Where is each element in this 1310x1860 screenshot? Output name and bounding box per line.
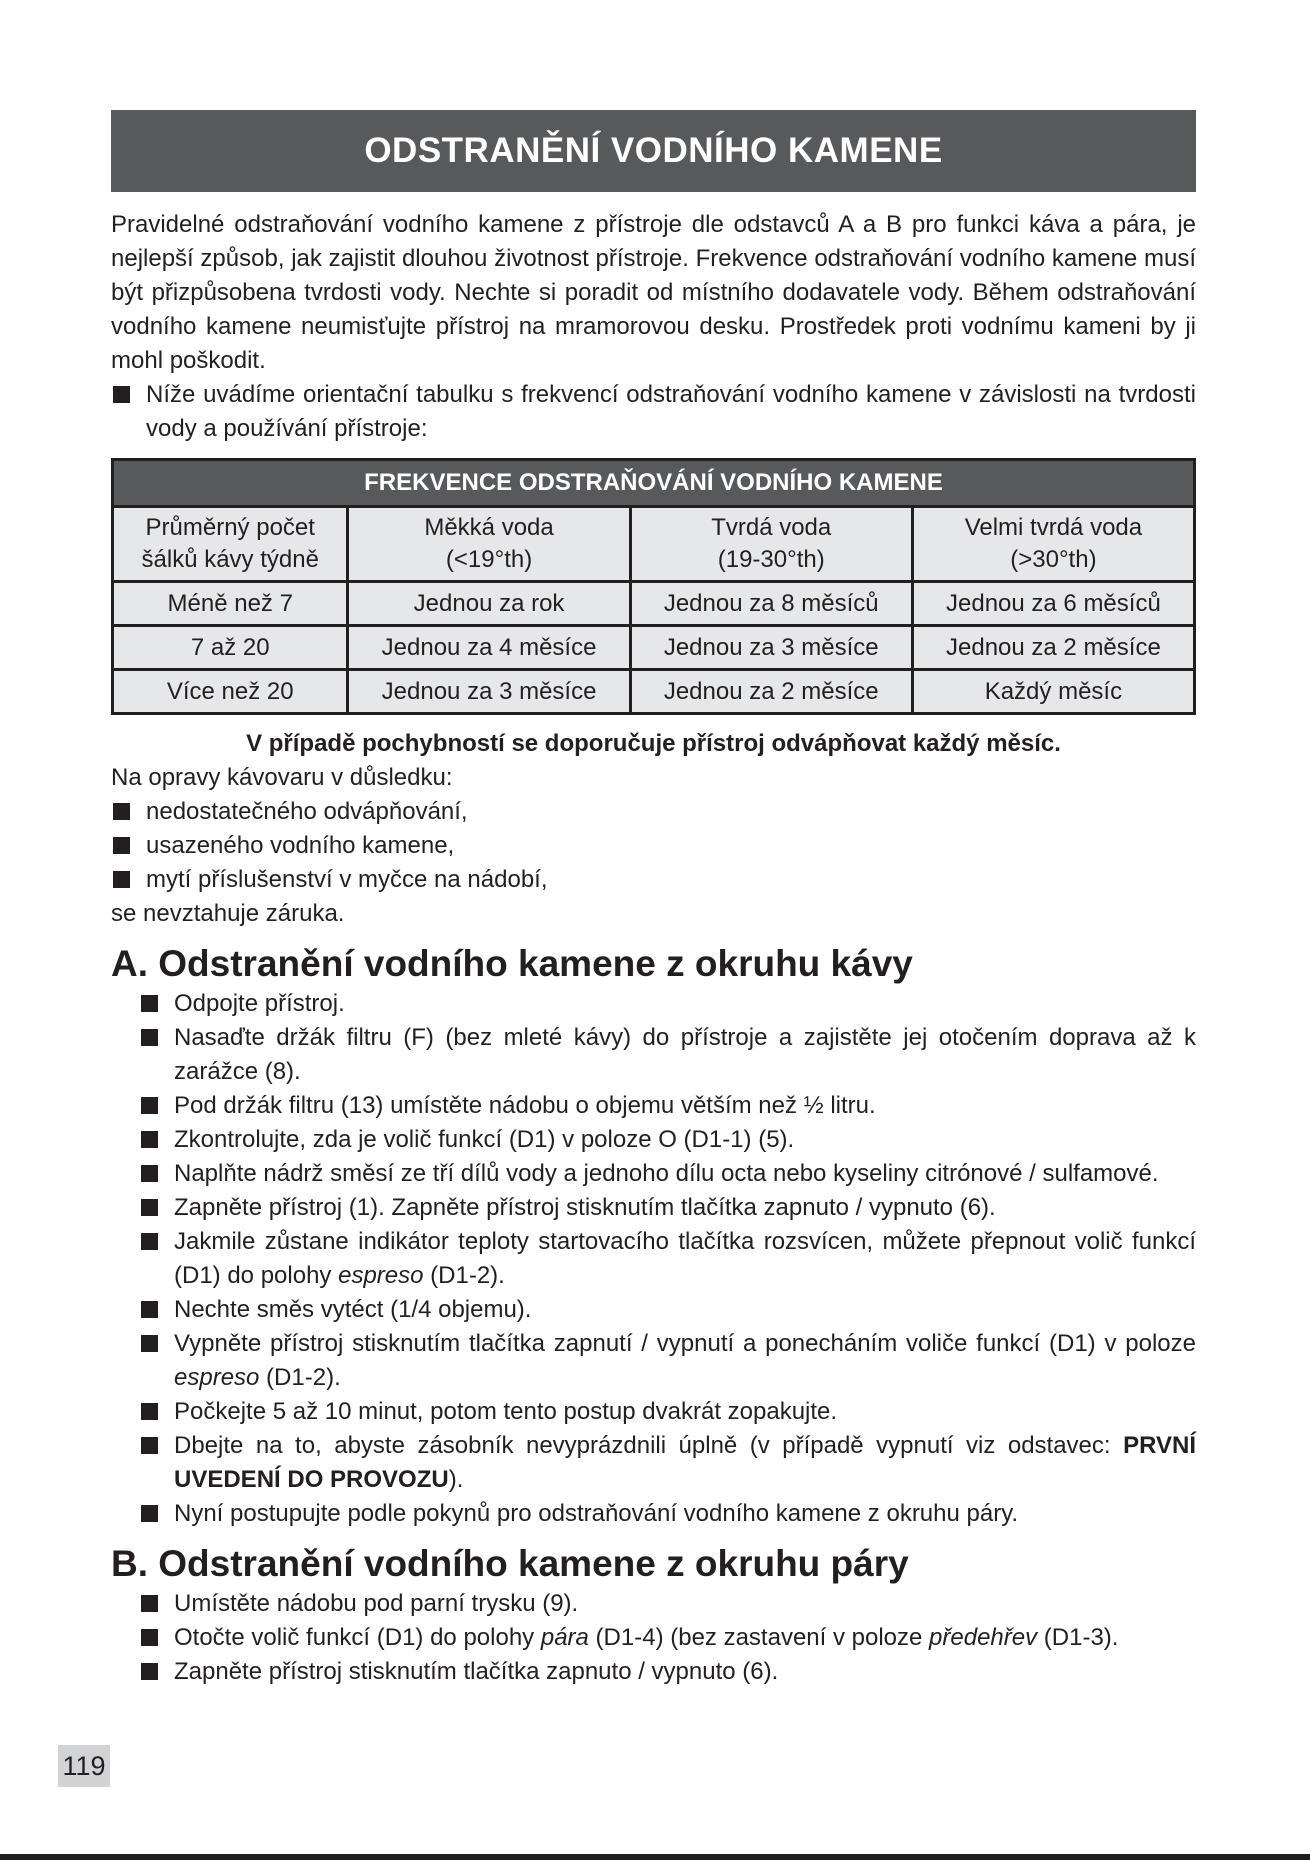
- table-cell: Jednou za rok: [348, 582, 630, 626]
- list-item: Naplňte nádrž směsí ze tří dílů vody a jednoho dílu octa nebo kyseliny citrónové / sulfamové.: [139, 1157, 1196, 1191]
- bullet-square-icon: [141, 1233, 158, 1250]
- bullet-square-icon: [141, 1403, 158, 1420]
- intro-paragraph: Pravidelné odstraňování vodního kamene z přístroje dle odstavců A a B pro funkci káva a pára, je nejlepší způsob, jak zajistit dlouhou životnost přístroje. Frekvence odstraňování vodního kamene musí být přizpůsobena tvrdosti vody. Nechte si poradit od místního dodavatele vody. Během odstraňování vodního kamene neumisťujte přístroj na mramorovou desku. Prostředek proti vodnímu kameni by ji mohl poškodit.: [111, 211, 1196, 374]
- bullet-square-icon: [141, 995, 158, 1012]
- list-item: Dbejte na to, abyste zásobník nevyprázdnili úplně (v případě vypnutí viz odstavec: PRVNÍ UVEDENÍ DO PROVOZU).: [139, 1429, 1196, 1497]
- bullet-square-icon: [141, 1437, 158, 1454]
- table-header-row: [113, 507, 1195, 582]
- table-cell: Jednou za 3 měsíce: [630, 626, 912, 670]
- section-a-steps: [111, 987, 1196, 1531]
- table-header-cell: Tvrdá voda (19-30°th): [630, 507, 912, 582]
- section-a-heading: A. Odstranění vodního kamene z okruhu kávy: [111, 943, 913, 984]
- table-cell: Méně než 7: [113, 582, 348, 626]
- bullet-square-icon: [113, 386, 130, 403]
- descaling-frequency-table: [111, 458, 1196, 715]
- page-title: ODSTRANĚNÍ VODNÍHO KAMENE: [111, 110, 1196, 192]
- footer-divider: [0, 1854, 1310, 1860]
- list-item: Zapněte přístroj stisknutím tlačítka zapnuto / vypnuto (6).: [139, 1655, 1196, 1689]
- list-item: Počkejte 5 až 10 minut, potom tento postup dvakrát zopakujte.: [139, 1395, 1196, 1429]
- table-cell: Každý měsíc: [912, 670, 1194, 714]
- table-cell: Jednou za 8 měsíců: [630, 582, 912, 626]
- list-item: nedostatečného odvápňování,: [111, 795, 1196, 829]
- table-row: [113, 582, 1195, 626]
- bullet-square-icon: [141, 1505, 158, 1522]
- list-item: Vypněte přístroj stisknutím tlačítka zapnutí / vypnutí a ponecháním voliče funkcí (D1) v poloze espreso (D1-2).: [139, 1327, 1196, 1395]
- bullet-square-icon: [141, 1029, 158, 1046]
- bullet-square-icon: [141, 1131, 158, 1148]
- list-item: Otočte volič funkcí (D1) do polohy pára (D1-4) (bez zastavení v poloze předehřev (D1-3).: [139, 1621, 1196, 1655]
- intro-bullet-text: Níže uvádíme orientační tabulku s frekvencí odstraňování vodního kamene v závislosti na tvrdosti vody a používání přístroje:: [146, 381, 1196, 442]
- table-cell: Jednou za 6 měsíců: [912, 582, 1194, 626]
- bullet-square-icon: [141, 1595, 158, 1612]
- list-item: Nyní postupujte podle pokynů pro odstraňování vodního kamene z okruhu páry.: [139, 1497, 1196, 1531]
- bullet-square-icon: [141, 1199, 158, 1216]
- list-item: usazeného vodního kamene,: [111, 829, 1196, 863]
- intro-bullet: [111, 378, 1196, 446]
- table-cell: 7 až 20: [113, 626, 348, 670]
- page-content: [111, 110, 1196, 1689]
- list-item: Nechte směs vytéct (1/4 objemu).: [139, 1293, 1196, 1327]
- bullet-square-icon: [113, 871, 130, 888]
- table-cell: Více než 20: [113, 670, 348, 714]
- table-row: [113, 626, 1195, 670]
- bullet-square-icon: [141, 1629, 158, 1646]
- section-b-steps: [111, 1587, 1196, 1689]
- warranty-intro: Na opravy kávovaru v důsledku:: [111, 764, 453, 791]
- table-cell: Jednou za 2 měsíce: [912, 626, 1194, 670]
- list-item: Jakmile zůstane indikátor teploty startovacího tlačítka rozsvícen, můžete přepnout volič funkcí (D1) do polohy espreso (D1-2).: [139, 1225, 1196, 1293]
- table-row: [113, 670, 1195, 714]
- list-item: Zkontrolujte, zda je volič funkcí (D1) v poloze O (D1-1) (5).: [139, 1123, 1196, 1157]
- list-item: Zapněte přístroj (1). Zapněte přístroj stisknutím tlačítka zapnuto / vypnuto (6).: [139, 1191, 1196, 1225]
- warranty-outro: se nevztahuje záruka.: [111, 900, 345, 927]
- list-item: Umístěte nádobu pod parní trysku (9).: [139, 1587, 1196, 1621]
- list-item: mytí příslušenství v myčce na nádobí,: [111, 863, 1196, 897]
- bullet-square-icon: [141, 1335, 158, 1352]
- list-item: Nasaďte držák filtru (F) (bez mleté kávy) do přístroje a zajistěte jej otočením doprava až k zarážce (8).: [139, 1021, 1196, 1089]
- table-cell: Jednou za 2 měsíce: [630, 670, 912, 714]
- bullet-square-icon: [141, 1301, 158, 1318]
- bullet-square-icon: [113, 837, 130, 854]
- table-header-cell: Měkká voda (<19°th): [348, 507, 630, 582]
- advice-note: V případě pochybností se doporučuje přístroj odvápňovat každý měsíc.: [246, 730, 1061, 757]
- bullet-square-icon: [113, 803, 130, 820]
- bullet-square-icon: [141, 1663, 158, 1680]
- bullet-square-icon: [141, 1165, 158, 1182]
- table-title: FREKVENCE ODSTRAŇOVÁNÍ VODNÍHO KAMENE: [113, 460, 1195, 507]
- bullet-square-icon: [141, 1097, 158, 1114]
- table-header-cell: Velmi tvrdá voda (>30°th): [912, 507, 1194, 582]
- list-item: Pod držák filtru (13) umístěte nádobu o objemu větším než ½ litru.: [139, 1089, 1196, 1123]
- table-header-cell: Průměrný počet šálků kávy týdně: [113, 507, 348, 582]
- section-b-heading: B. Odstranění vodního kamene z okruhu páry: [111, 1543, 909, 1584]
- page-number: 119: [58, 1745, 110, 1787]
- list-item: Odpojte přístroj.: [139, 987, 1196, 1021]
- table-cell: Jednou za 4 měsíce: [348, 626, 630, 670]
- table-cell: Jednou za 3 měsíce: [348, 670, 630, 714]
